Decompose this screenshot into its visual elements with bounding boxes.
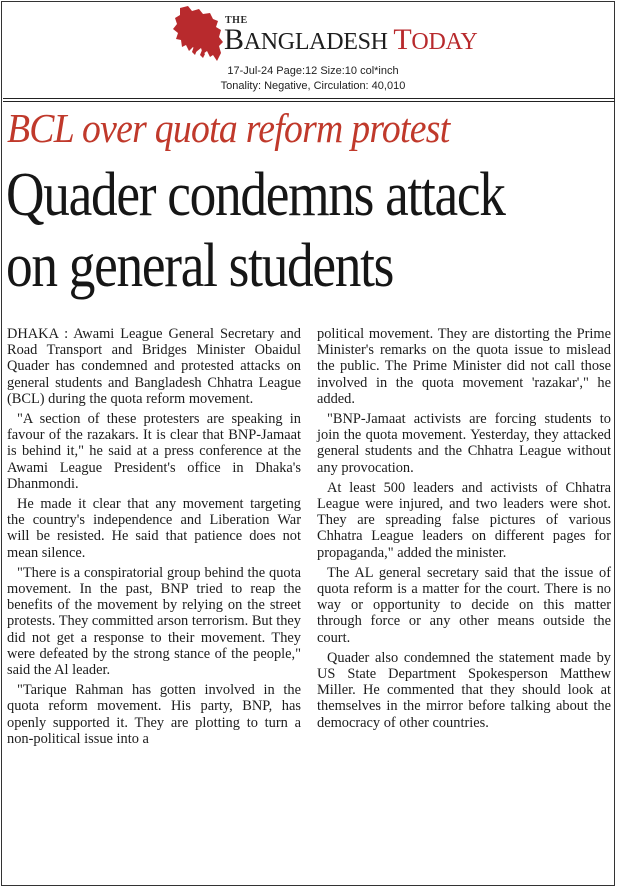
article-column-right <box>317 326 611 735</box>
headline-line-2: on general students <box>6 232 394 300</box>
masthead-cap-t: T <box>393 23 412 56</box>
masthead-the: THE <box>225 15 248 26</box>
bangladesh-map-icon <box>172 6 224 62</box>
paragraph: The AL general secretary said that the issue of quota reform is a matter for the court. There is no way or opportunity to decide on this matter through force or any other means outside the court. <box>317 564 611 646</box>
paragraph: "Tarique Rahman has gotten involved in the quota reform movement. His party, BNP, has openly supported it. They are plotting to turn a non-political issue into a <box>7 682 301 747</box>
divider-rule <box>3 98 615 99</box>
clip-meta-line1: 17-Jul-24 Page:12 Size:10 col*inch <box>227 65 399 77</box>
masthead-rest-b: ANGLADESH <box>243 29 394 55</box>
paragraph: "A section of these protesters are speaking in favour of the razakars. It is clear that BNP-Jamaat is behind it," he said at a press conference at the Awami League President's office in Dhaka's Dhanmondi. <box>7 411 301 492</box>
paragraph: "There is a conspiratorial group behind the quota movement. In the past, BNP tried to reap the benefits of the movement by relying on the street protests. They committed arson terrorism. But they did not get a response to their movement. They were defeated by the strong stance of the people," said the Al leader. <box>7 564 301 679</box>
masthead-title <box>224 23 477 57</box>
divider-rule <box>3 101 615 102</box>
headline-line-1: Quader condemns attack <box>6 161 505 229</box>
article-column-left <box>7 326 301 751</box>
clip-meta-line2: Tonality: Negative, Circulation: 40,010 <box>220 80 406 92</box>
masthead <box>172 6 478 64</box>
masthead-cap-b: B <box>224 23 244 56</box>
paragraph: "BNP-Jamaat activists are forcing students to join the quota movement. Yesterday, they attacked general students and the Chhatra League without any provocation. <box>317 411 611 476</box>
paragraph: political movement. They are distorting the Prime Minister's remarks on the quota issue to mislead the public. The Prime Minister did not call those involved in the quota movement 'razakar'," he added. <box>317 326 611 407</box>
paragraph: DHAKA : Awami League General Secretary and Road Transport and Bridges Minister Obaidul Quader has condemned and protested attacks on general students and Bangladesh Chhatra League (BCL) during the quota reform movement. <box>7 326 301 407</box>
paragraph: Quader also condemned the statement made by US State Department Spokesperson Matthew Miller. He commented that they should look at themselves in the mirror before talking about the democracy of other countries. <box>317 649 611 731</box>
masthead-rest-t: ODAY <box>411 29 478 55</box>
paragraph: At least 500 leaders and activists of Chhatra League were injured, and two leaders were shot. They are spreading false pictures of various Chhatra League leaders on different pages for propaganda," added the minister. <box>317 479 611 561</box>
paragraph: He made it clear that any movement targeting the country's independence and Liberation War will be resisted. He said that patience does not mean silence. <box>7 496 301 561</box>
article-headline <box>6 160 591 302</box>
article-kicker: BCL over quota reform protest <box>7 105 450 151</box>
